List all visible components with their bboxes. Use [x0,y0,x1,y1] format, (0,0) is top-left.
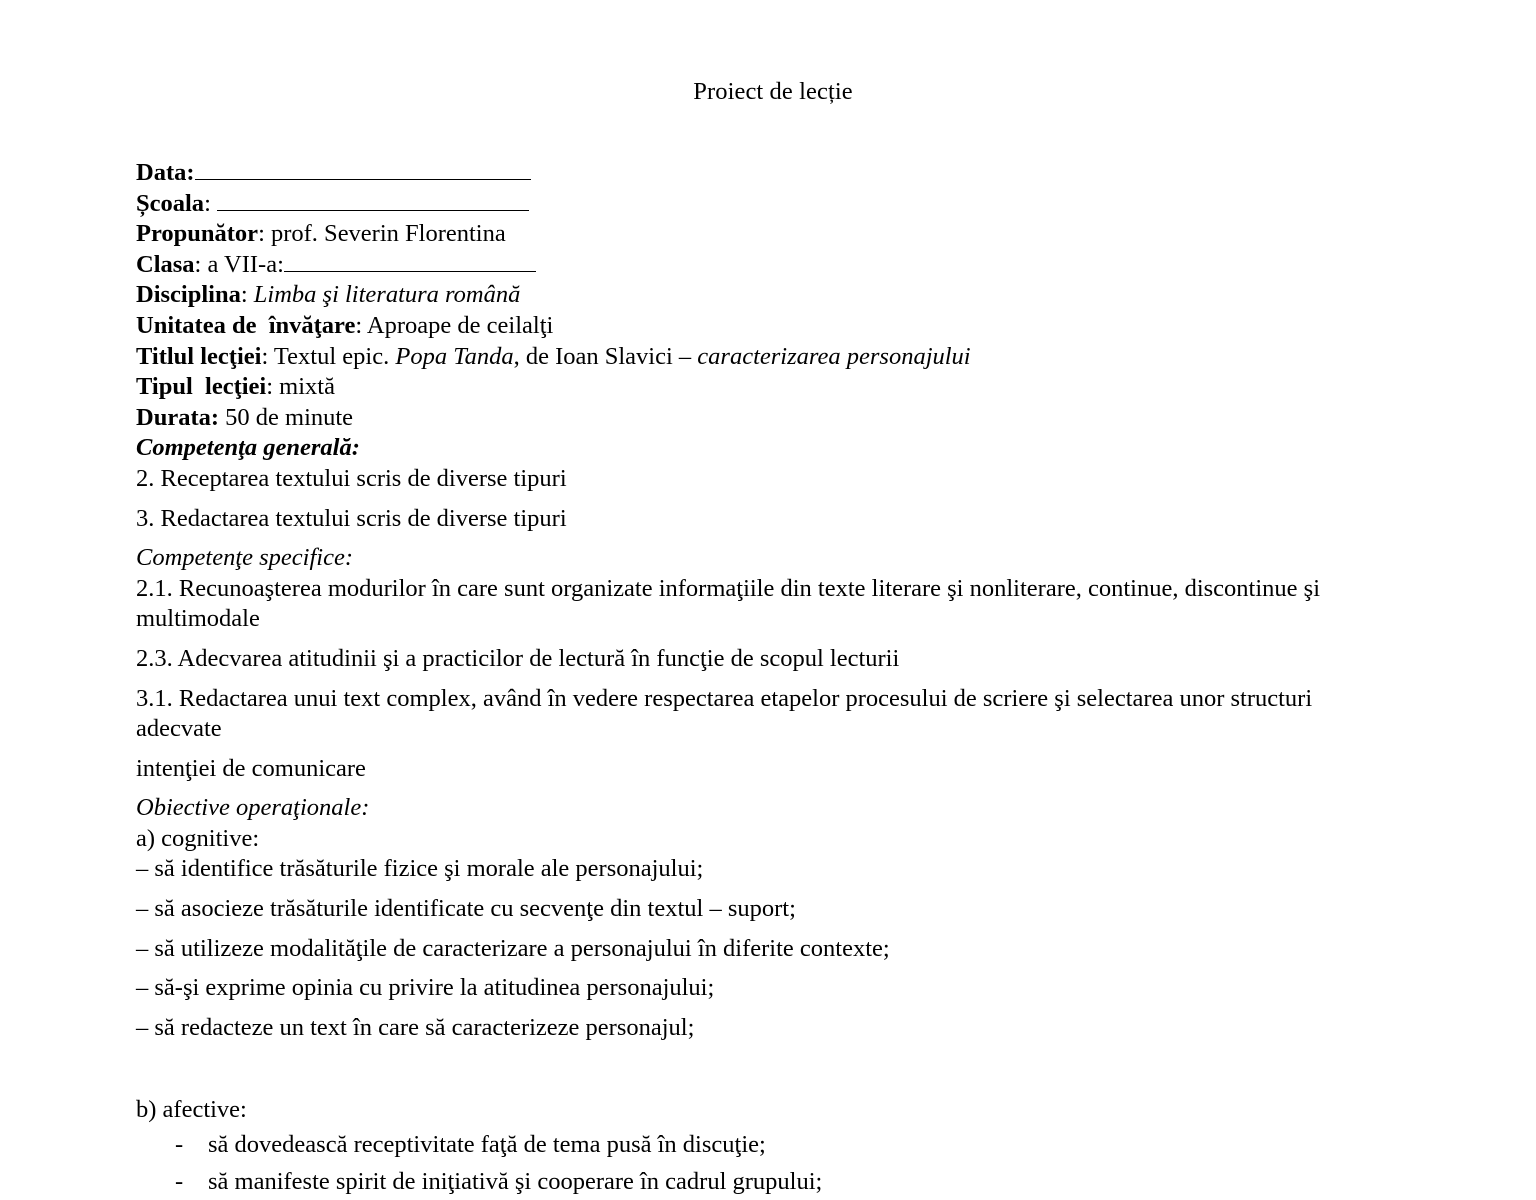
field-disciplina-separator: : [240,281,254,309]
field-tipul-lectiei [136,372,1396,403]
field-unitatea-label: Unitatea de învăţare [136,311,356,339]
field-propunator-value: : prof. Severin Florentina [258,220,506,248]
competenta-specifica-item-continuation: intenţiei de comunicare [136,754,366,782]
field-clasa [136,250,1396,281]
label-cognitive: a) cognitive: [136,824,260,852]
document-body [136,158,1396,1200]
spacer [136,1004,1396,1013]
competenta-specifica-item: 2.3. Adecvarea atitudinii şi a practicilor de lectură în funcţie de scopul lecturii [136,644,900,672]
affective-list [136,1126,1396,1200]
spacer [136,745,1396,754]
spacer [136,495,1396,504]
label-affective: b) afective: [136,1096,247,1124]
field-disciplina [136,280,1396,311]
spacer [136,925,1396,934]
competenta-generala-item: 2. Receptarea textului scris de diverse tipuri [136,464,567,492]
dash-bullet-icon: - [175,1168,184,1196]
list-item [136,1163,1396,1200]
field-titlul-part2: , de Ioan Slavici – [513,342,698,370]
cognitive-item: – să utilizeze modalităţile de caracterizare a personajului în diferite contexte; [136,934,890,962]
spacer [136,885,1396,894]
field-durata-label: Durata: [136,403,220,431]
spacer [136,534,1396,543]
field-tipul-value: : mixtă [266,373,335,401]
field-scoala [136,189,1396,220]
field-propunator [136,219,1396,250]
competenta-specifica-item: 3.1. Redactarea unui text complex, având în vedere respectarea etapelor procesului de scriere şi selectarea unor structuri adecvate [136,684,1319,743]
field-titlul-lectiei [136,342,1396,373]
field-scoala-label: Școala [136,189,205,217]
field-titlul-subject: caracterizarea personajului [697,342,971,370]
heading-competente-specifice: Competenţe specifice: [136,544,354,572]
dash-bullet-icon: - [175,1131,184,1159]
spacer [136,784,1396,793]
heading-competenta-generala: Competenţa generală: [136,434,360,462]
field-unitatea-value: : Aproape de ceilalţi [355,311,554,339]
field-durata [136,403,1396,434]
spacer [136,675,1396,684]
field-titlul-label: Titlul lecţiei [136,342,262,370]
field-titlul-part1: : Textul epic. [261,342,396,370]
cognitive-item: – să redacteze un text în care să caracterizeze personajul; [136,1013,695,1041]
competenta-generala-item: 3. Redactarea textului scris de diverse tipuri [136,504,567,532]
field-tipul-label: Tipul lecţiei [136,373,267,401]
field-titlul-work-title: Popa Tanda [395,342,514,370]
field-scoala-blank[interactable] [217,191,529,211]
field-data-label: Data: [136,159,195,186]
heading-obiective-operationale: Obiective operaţionale: [136,794,370,822]
cognitive-item: – să asocieze trăsăturile identificate cu secvenţe din textul – suport; [136,895,796,923]
field-clasa-label: Clasa [136,250,195,278]
cognitive-item: – să identifice trăsăturile fizice şi morale ale personajului; [136,855,704,883]
list-item [136,1126,1396,1163]
field-disciplina-label: Disciplina [136,281,241,309]
spacer [136,635,1396,644]
spacer [136,964,1396,973]
field-data-blank[interactable] [195,160,531,180]
spacer [136,1043,1396,1095]
field-data [136,158,1396,189]
cognitive-item: – să-şi exprime opinia cu privire la atitudinea personajului; [136,974,715,1002]
competenta-specifica-item: 2.1. Recunoaşterea modurilor în care sunt organizate informaţiile din texte literare şi nonliterare, continue, discontinue şi multimodale [136,574,1327,633]
field-clasa-value: : a VII-a: [194,250,284,278]
field-unitatea-de-invatare [136,311,1396,342]
list-item-text: să manifeste spirit de iniţiativă şi cooperare în cadrul grupului; [208,1168,823,1196]
field-durata-value: 50 de minute [219,403,354,431]
field-scoala-separator: : [204,189,217,217]
list-item-text: să dovedească receptivitate faţă de tema pusă în discuţie; [208,1131,766,1159]
field-propunator-label: Propunător [136,220,259,248]
field-disciplina-value: Limba şi literatura română [253,281,521,309]
field-clasa-blank[interactable] [284,252,536,272]
page-title: Proiect de lecție [693,78,853,105]
